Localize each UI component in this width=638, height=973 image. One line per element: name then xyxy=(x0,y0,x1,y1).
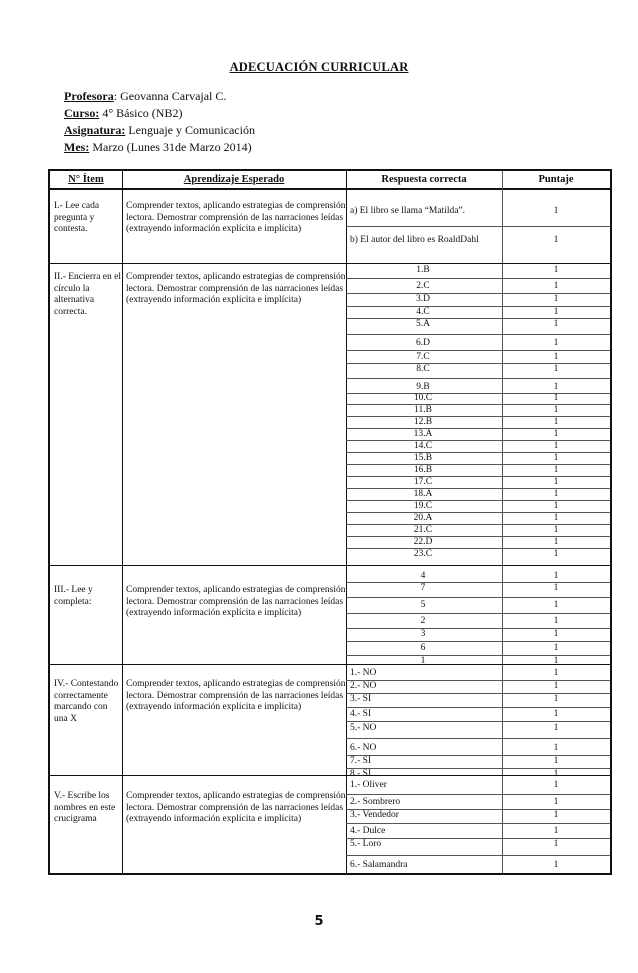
score-cell: 1 xyxy=(553,294,559,304)
mes-line: Mes: Marzo (Lunes 31de Marzo 2014) xyxy=(64,140,252,154)
answer-cell: b) El autor del libro es RoaldDahl xyxy=(350,235,479,245)
answer-cell: 20.A xyxy=(413,513,433,523)
answer-cell: 6.- NO xyxy=(350,743,377,753)
score-cell: 1 xyxy=(553,756,559,766)
score-cell: 1 xyxy=(553,723,559,733)
score-cell: 1 xyxy=(553,769,559,779)
answer-cell: 14.C xyxy=(413,441,433,451)
answer-cell: 2.C xyxy=(416,281,430,291)
answer-cell: 4.- Dulce xyxy=(350,826,386,836)
score-cell: 1 xyxy=(553,810,559,820)
answer-cell: 19.C xyxy=(413,501,433,511)
header-respuesta: Respuesta correcta xyxy=(381,174,467,185)
score-cell: 1 xyxy=(553,338,559,348)
aprendizaje-text: Comprender textos, aplicando estrategias de comprensión lectora. Demostrar comprensión de las narraciones leídas (extrayendo información explícita e implícita) xyxy=(126,585,346,618)
score-cell: 1 xyxy=(553,616,559,626)
answer-cell: 22.D xyxy=(413,537,433,547)
aprendizaje-text: Comprender textos, aplicando estrategias de comprensión lectora. Demostrar comprensión de las narraciones leídas (extrayendo información explícita e implícita) xyxy=(126,679,346,712)
score-cell: 1 xyxy=(553,525,559,535)
answer-cell: 9.B xyxy=(416,382,430,392)
score-cell: 1 xyxy=(553,206,559,216)
answer-cell: 21.C xyxy=(413,525,433,535)
score-cell: 1 xyxy=(553,441,559,451)
row-divider xyxy=(346,738,610,739)
adecuacion-table xyxy=(48,169,612,875)
score-cell: 1 xyxy=(553,382,559,392)
score-cell: 1 xyxy=(553,681,559,691)
score-cell: 1 xyxy=(553,537,559,547)
answer-cell: 12.B xyxy=(413,417,433,427)
page-number: 5 xyxy=(314,914,324,929)
answer-cell: 1.- Oliver xyxy=(350,780,387,790)
answer-cell: 4 xyxy=(420,571,426,581)
aprendizaje-text: Comprender textos, aplicando estrategias de comprensión lectora. Demostrar comprensión de las narraciones leídas (extrayendo información explícita e implícita) xyxy=(126,201,346,234)
answer-cell: 3.D xyxy=(416,294,430,304)
item-label: III.- Lee y completa: xyxy=(54,585,93,607)
score-cell: 1 xyxy=(553,405,559,415)
aprendizaje-text: Comprender textos, aplicando estrategias de comprensión lectora. Demostrar comprensión de las narraciones leídas (extrayendo información explícita e implícita) xyxy=(126,791,346,824)
answer-cell: 3.- SI xyxy=(350,694,372,704)
table-header xyxy=(50,171,610,190)
row-divider xyxy=(346,613,610,614)
answer-cell: 4.- SI xyxy=(350,709,372,719)
answer-cell: 5.- NO xyxy=(350,723,377,733)
answer-cell: 3 xyxy=(420,629,426,639)
answer-cell: 7.C xyxy=(416,352,430,362)
score-cell: 1 xyxy=(553,352,559,362)
score-cell: 1 xyxy=(553,489,559,499)
profesora-line: Profesora: Geovanna Carvajal C. xyxy=(64,89,227,103)
answer-cell: 7.- SI xyxy=(350,756,372,766)
section-divider xyxy=(50,565,610,566)
score-cell: 1 xyxy=(553,860,559,870)
item-label: V.- Escribe los nombres en este crucigrama xyxy=(54,791,116,824)
score-cell: 1 xyxy=(553,281,559,291)
column-divider xyxy=(122,171,123,873)
answer-cell: 6 xyxy=(420,643,426,653)
score-cell: 1 xyxy=(553,417,559,427)
score-cell: 1 xyxy=(553,513,559,523)
score-cell: 1 xyxy=(553,600,559,610)
answer-cell: 17.C xyxy=(413,477,433,487)
score-cell: 1 xyxy=(553,839,559,849)
score-cell: 1 xyxy=(553,501,559,511)
aprendizaje-text: Comprender textos, aplicando estrategias de comprensión lectora. Demostrar comprensión de las narraciones leídas (extrayendo información explícita e implícita) xyxy=(126,272,346,305)
row-divider xyxy=(346,855,610,856)
row-divider xyxy=(346,278,610,279)
score-cell: 1 xyxy=(553,656,559,666)
score-cell: 1 xyxy=(553,583,559,593)
score-cell: 1 xyxy=(553,797,559,807)
score-cell: 1 xyxy=(553,429,559,439)
document-title: ADECUACIÓN CURRICULAR xyxy=(229,60,409,74)
row-divider xyxy=(346,334,610,335)
answer-cell: 1 xyxy=(420,656,426,666)
score-cell: 1 xyxy=(553,453,559,463)
answer-cell: 8.- SI xyxy=(350,769,372,779)
answer-cell: 15.B xyxy=(413,453,433,463)
answer-cell: 23.C xyxy=(413,549,433,559)
row-divider xyxy=(346,823,610,824)
answer-cell: 5.- Loro xyxy=(350,839,382,849)
answer-cell: 4.C xyxy=(416,307,430,317)
row-divider xyxy=(346,226,610,227)
score-cell: 1 xyxy=(553,709,559,719)
answer-cell: 11.B xyxy=(414,405,432,415)
score-cell: 1 xyxy=(553,235,559,245)
answer-cell: 6.- Salamandra xyxy=(350,860,408,870)
answer-cell: 2.- NO xyxy=(350,681,377,691)
answer-cell: 3.- Vendedor xyxy=(350,810,399,820)
answer-cell: 2.- Sombrero xyxy=(350,797,401,807)
header-item: N° Ítem xyxy=(68,174,104,185)
answer-cell: 10.C xyxy=(413,393,433,403)
score-cell: 1 xyxy=(553,668,559,678)
curso-line: Curso: 4° Básico (NB2) xyxy=(64,106,183,120)
header-info xyxy=(64,88,255,156)
header-puntaje: Puntaje xyxy=(538,174,574,185)
answer-cell: 7 xyxy=(420,583,426,593)
score-cell: 1 xyxy=(553,780,559,790)
item-label: IV.- Contestando correctamente marcando con una X xyxy=(54,679,119,724)
score-cell: 1 xyxy=(553,319,559,329)
item-label: II.- Encierra en el círculo la alternativa correcta. xyxy=(54,272,121,317)
answer-cell: 8.C xyxy=(416,364,430,374)
row-divider xyxy=(346,378,610,379)
answer-cell: 2 xyxy=(420,616,426,626)
score-cell: 1 xyxy=(553,694,559,704)
score-cell: 1 xyxy=(553,571,559,581)
score-cell: 1 xyxy=(553,477,559,487)
score-cell: 1 xyxy=(553,393,559,403)
score-cell: 1 xyxy=(553,549,559,559)
row-divider xyxy=(346,597,610,598)
score-cell: 1 xyxy=(553,743,559,753)
answer-cell: a) El libro se llama “Matilda”. xyxy=(350,206,466,216)
score-cell: 1 xyxy=(553,465,559,475)
answer-cell: 1.- NO xyxy=(350,668,377,678)
asignatura-line: Asignatura: Lenguaje y Comunicación xyxy=(64,123,255,137)
score-cell: 1 xyxy=(553,826,559,836)
answer-cell: 1.B xyxy=(416,265,430,275)
answer-cell: 5.A xyxy=(416,319,430,329)
score-cell: 1 xyxy=(553,643,559,653)
answer-cell: 6.D xyxy=(416,338,430,348)
score-cell: 1 xyxy=(553,307,559,317)
answer-cell: 13.A xyxy=(413,429,433,439)
section-divider xyxy=(50,664,610,665)
answer-cell: 18.A xyxy=(413,489,433,499)
answer-cell: 16.B xyxy=(413,465,433,475)
header-aprendizaje: Aprendizaje Esperado xyxy=(183,174,285,185)
section-divider xyxy=(50,775,610,776)
score-cell: 1 xyxy=(553,629,559,639)
item-label: I.- Lee cada pregunta y contesta. xyxy=(54,201,100,234)
row-divider xyxy=(346,794,610,795)
answer-cell: 5 xyxy=(420,600,426,610)
score-cell: 1 xyxy=(553,265,559,275)
score-cell: 1 xyxy=(553,364,559,374)
